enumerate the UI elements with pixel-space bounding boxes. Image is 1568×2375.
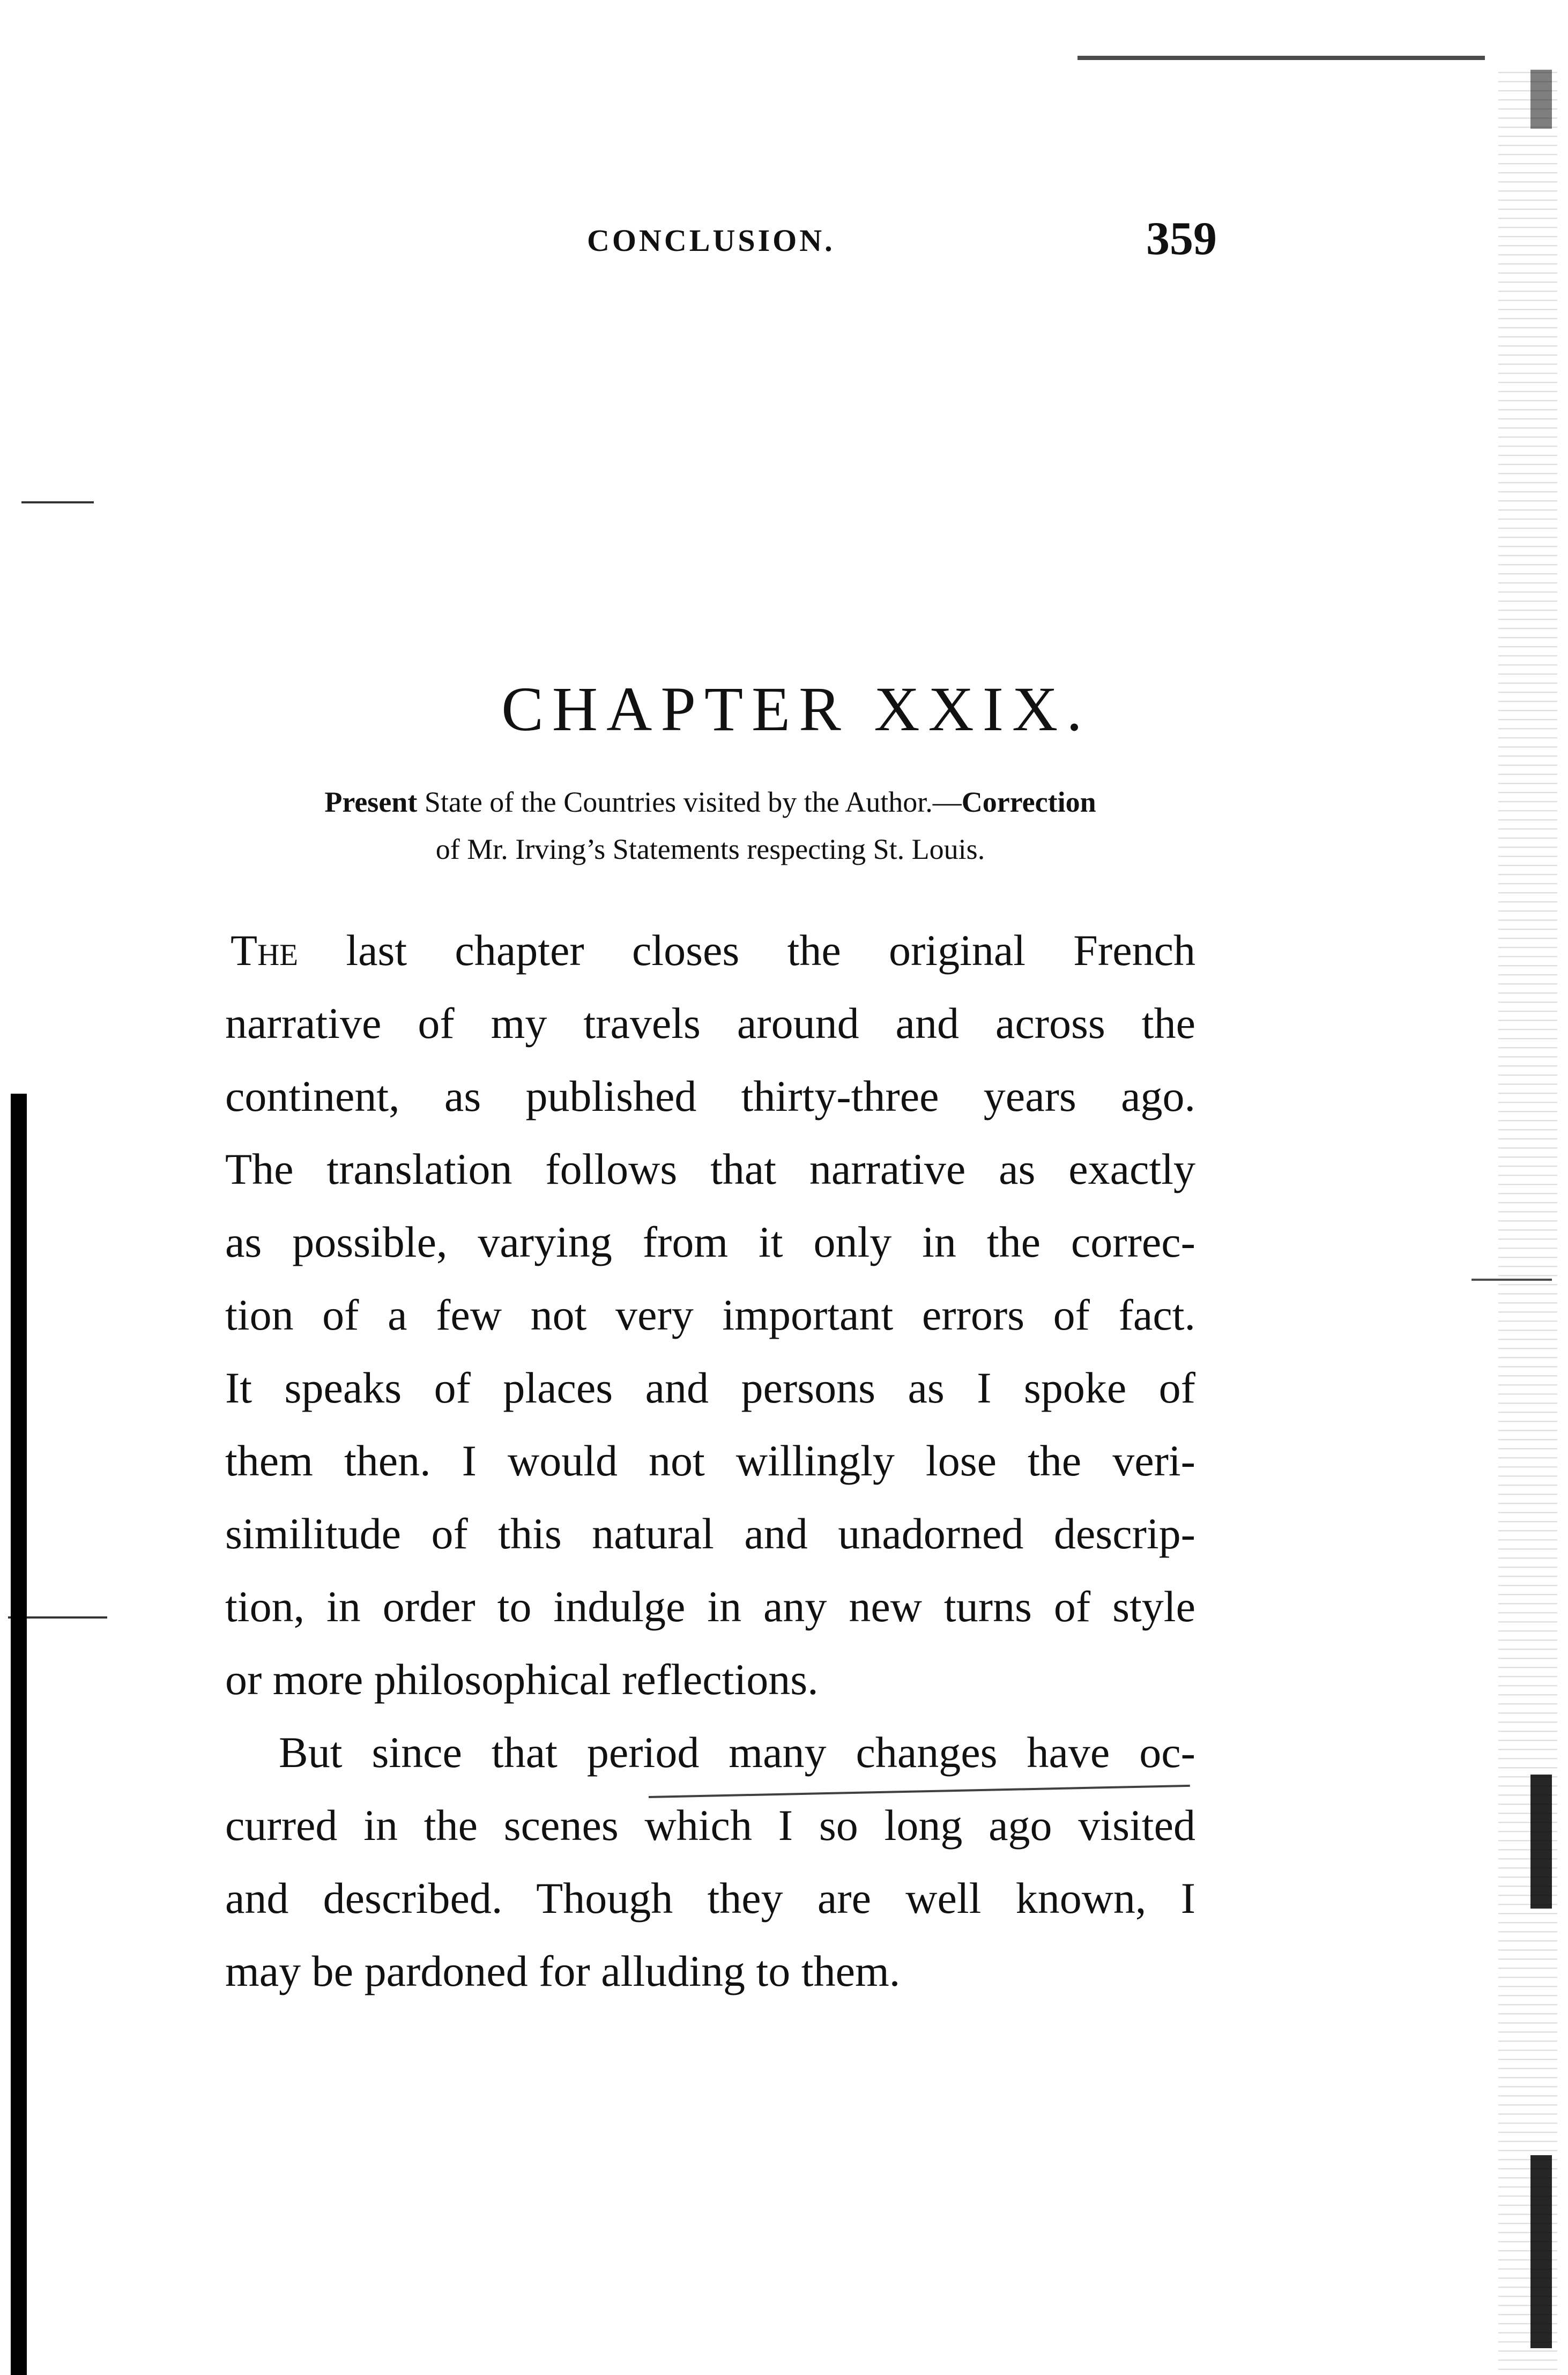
text-line: or more philosophical reflections. [225,1655,819,1704]
synopsis-line2: of Mr. Irving’s Statements respecting St. Louis. [435,833,985,865]
right-edge-mark-2 [1530,2155,1552,2348]
text-line: as possible, varying from it only in the correc- [225,1218,1195,1266]
text-line: them then. I would not willingly lose the veri- [225,1436,1195,1485]
right-edge-noise [1498,64,1557,2375]
right-edge-mark-1 [1530,1775,1552,1909]
synopsis-bold-present: Present [324,786,418,818]
chapter-title: CHAPTER XXIX. [501,674,1091,744]
text-line: The translation follows that narrative as exactly [225,1145,1195,1193]
synopsis-bold-correction: Correction [961,786,1096,818]
left-margin-tick-top [21,501,94,503]
text-line: similitude of this natural and unadorned descrip- [225,1509,1195,1558]
chapter-synopsis [225,778,1195,873]
paragraph-1 [225,914,1195,1716]
paragraph-2 [225,1716,1195,2008]
body-text [225,914,1195,2008]
paragraph-1-lead: The [231,926,299,975]
synopsis-line1: State of the Countries visited by the Author.— [417,786,962,818]
running-head [587,212,1217,276]
running-title: CONCLUSION. [587,223,835,258]
text-line: It speaks of places and persons as I spoke of [225,1363,1195,1412]
text-line: last chapter closes the original French [298,926,1195,975]
text-line: But since that period many changes have oc- [279,1728,1195,1777]
text-line: tion of a few not very important errors of fact. [225,1290,1195,1339]
text-line: and described. Though they are well known, I [225,1874,1195,1923]
paragraph-1-line-1 [225,914,1195,987]
left-binding-shadow [11,1094,27,2375]
text-line: narrative of my travels around and across the [225,999,1195,1048]
text-line: tion, in order to indulge in any new turns of style [225,1582,1195,1631]
text-line: continent, as published thirty-three years ago. [225,1072,1195,1120]
page-number: 359 [1146,213,1217,265]
text-line: curred in the scenes which I so long ago visited [225,1801,1195,1850]
text-line: may be pardoned for alluding to them. [225,1947,901,1995]
right-edge-mark-3 [1530,70,1552,129]
top-edge-rule [1077,56,1485,60]
